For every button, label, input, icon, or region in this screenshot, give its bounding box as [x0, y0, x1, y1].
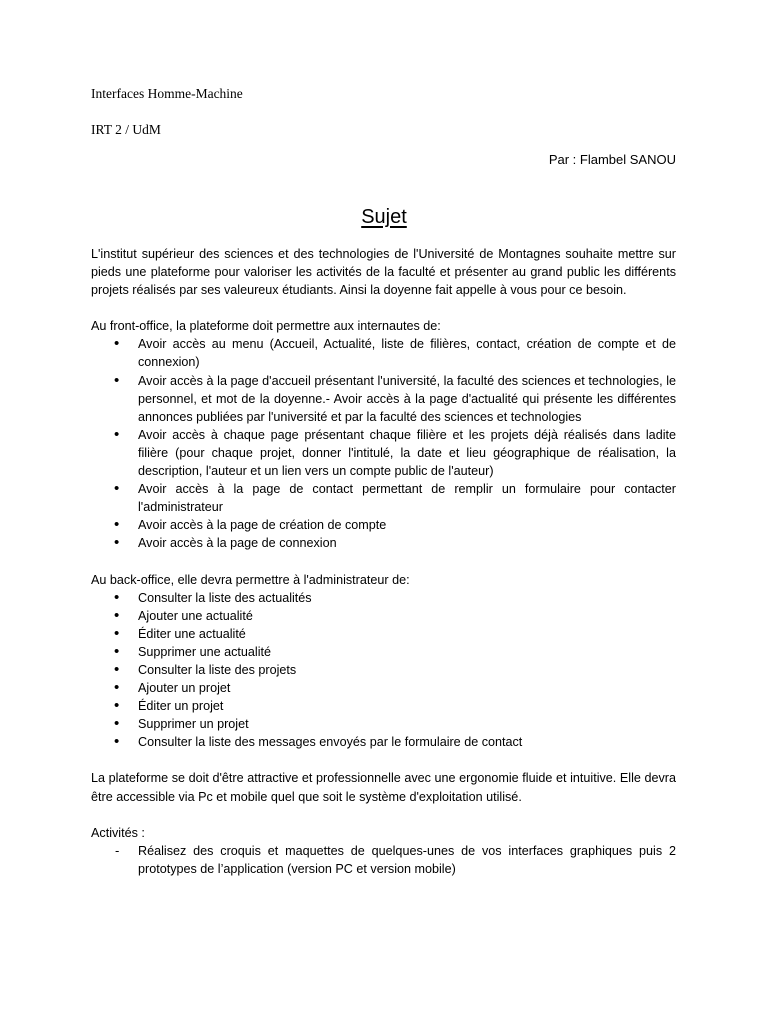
front-office-list: [91, 335, 676, 552]
activities-heading: Activités :: [91, 825, 145, 840]
list-item: • Consulter la liste des actualités: [91, 589, 676, 607]
list-item: • Avoir accès à chaque page présentant chaque filière et les projets déjà réalisés dans ladite filière (pour chaque projet, donner l'intitulé, la date et lieu géographique de réalisation, la description, l'auteur et un lien vers un compte public de l'auteur): [91, 426, 676, 480]
list-item: • Avoir accès à la page de contact permettant de remplir un formulaire pour contacter l'administrateur: [91, 480, 676, 516]
list-item: • Avoir accès à la page de création de compte: [91, 516, 676, 534]
intro-paragraph: L'institut supérieur des sciences et des technologies de l'Université de Montagnes souhaite mettre sur pieds une plateforme pour valoriser les activités de la faculté et présenter au grand public les différents projets réalisés par ses valeureux étudiants. Ainsi la doyenne fait appelle à vous pour ce besoin.: [91, 247, 676, 298]
course-name: Interfaces Homme-Machine: [91, 86, 243, 101]
list-item: • Supprimer un projet: [91, 715, 676, 733]
back-office-heading: Au back-office, elle devra permettre à l'administrateur de:: [91, 572, 410, 587]
requirements-paragraph: La plateforme se doit d'être attractive et professionnelle avec une ergonomie fluide et intuitive. Elle devra être accessible via Pc et mobile quel que soit le système d'exploitation utilisé.: [91, 771, 676, 804]
list-item: • Avoir accès au menu (Accueil, Actualité, liste de filières, contact, création de compte et de connexion): [91, 335, 676, 371]
list-item: • Éditer une actualité: [91, 625, 676, 643]
list-item: • Ajouter un projet: [91, 679, 676, 697]
list-item: • Ajouter une actualité: [91, 607, 676, 625]
class-level: IRT 2 / UdM: [91, 122, 161, 137]
document-title: Sujet: [361, 206, 407, 228]
list-item: • Éditer un projet: [91, 697, 676, 715]
list-item: • Avoir accès à la page d'accueil présentant l'université, la faculté des sciences et technologies, le personnel, et mot de la doyenne.- Avoir accès à la page d'actualité qui présente les différentes annonces publiées par l'université et par la faculté des sciences et technologies: [91, 372, 676, 426]
document-body: [91, 245, 676, 878]
list-item: • Avoir accès à la page de connexion: [91, 534, 676, 552]
activities-list: [91, 842, 676, 878]
list-item: • Consulter la liste des messages envoyés par le formulaire de contact: [91, 733, 676, 751]
list-item: • Supprimer une actualité: [91, 643, 676, 661]
list-item: • Consulter la liste des projets: [91, 661, 676, 679]
author-line: Par : Flambel SANOU: [548, 152, 676, 167]
back-office-list: [91, 589, 676, 752]
front-office-heading: Au front-office, la plateforme doit permettre aux internautes de:: [91, 319, 441, 334]
list-item: - Réalisez des croquis et maquettes de quelques-unes de vos interfaces graphiques puis 2 prototypes de l’application (version PC et version mobile): [91, 842, 676, 878]
